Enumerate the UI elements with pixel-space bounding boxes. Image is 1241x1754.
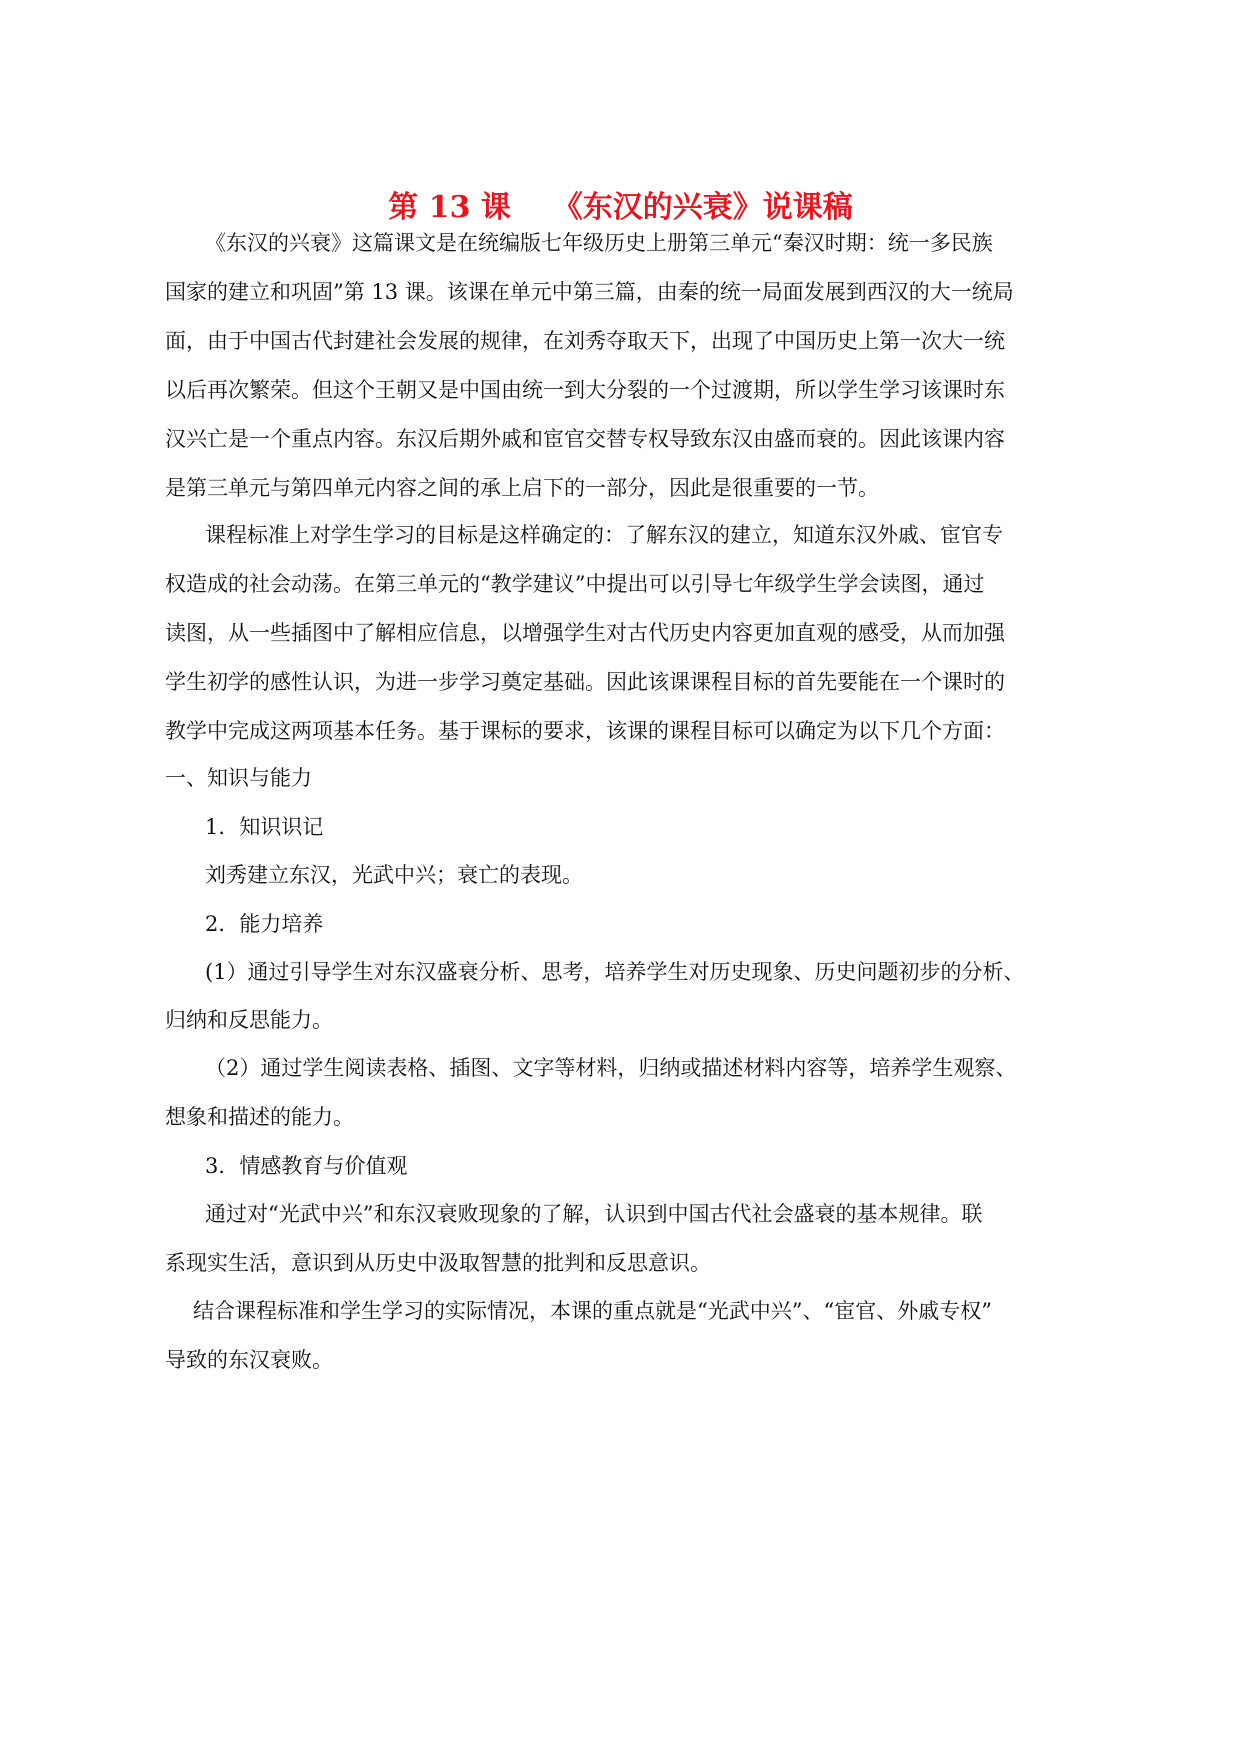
subheading-1-text: 刘秀建立东汉，光武中兴；衰亡的表现。 <box>205 863 583 887</box>
paragraph-4-line-1: 结合课程标准和学生学习的实际情况，本课的重点就是“光武中兴”、“宦官、外戚专权” <box>193 1299 992 1323</box>
paragraph-1-line-5: 汉兴亡是一个重点内容。东汉后期外戚和宦官交替专权导致东汉由盛而衰的。因此该课内容 <box>165 427 1005 451</box>
paragraph-2-line-1: 课程标准上对学生学习的目标是这样确定的：了解东汉的建立，知道东汉外戚、宦官专 <box>205 523 1003 547</box>
paragraph-1-line-1: 《东汉的兴衰》这篇课文是在统编版七年级历史上册第三单元“秦汉时期：统一多民族 <box>205 231 993 255</box>
item-2-line-1: （2）通过学生阅读表格、插图、文字等材料，归纳或描述材料内容等，培养学生观察、 <box>205 1056 1017 1080</box>
subheading-3: 3．情感教育与价值观 <box>205 1154 408 1178</box>
section-heading: 一、知识与能力 <box>165 766 312 790</box>
paragraph-1-line-6: 是第三单元与第四单元内容之间的承上启下的一部分，因此是很重要的一节。 <box>165 476 879 500</box>
paragraph-2-line-3: 读图，从一些插图中了解相应信息，以增强学生对古代历史内容更加直观的感受，从而加强 <box>165 621 1005 645</box>
paragraph-4-line-2: 导致的东汉衰败。 <box>165 1348 333 1372</box>
paragraph-3-line-2: 系现实生活，意识到从历史中汲取智慧的批判和反思意识。 <box>165 1251 711 1275</box>
paragraph-2-line-2: 权造成的社会动荡。在第三单元的“教学建议”中提出可以引导七年级学生学会读图，通过 <box>165 572 985 596</box>
paragraph-2-line-4: 学生初学的感性认识，为进一步学习奠定基础。因此该课课程目标的首先要能在一个课时的 <box>165 670 1005 694</box>
subheading-2: 2．能力培养 <box>205 912 324 936</box>
paragraph-1-line-3: 面，由于中国古代封建社会发展的规律，在刘秀夺取天下，出现了中国历史上第一次大一统 <box>165 329 1005 353</box>
subheading-1: 1．知识识记 <box>205 815 324 839</box>
paragraph-1-line-4: 以后再次繁荣。但这个王朝又是中国由统一到大分裂的一个过渡期，所以学生学习该课时东 <box>165 378 1005 402</box>
item-1-line-1: (1）通过引导学生对东汉盛衰分析、思考，培养学生对历史现象、历史问题初步的分析、 <box>205 960 1025 984</box>
document-title: 第 13 课 《东汉的兴衰》说课稿 <box>388 190 853 225</box>
paragraph-1-line-2: 国家的建立和巩固”第 13 课。该课在单元中第三篇，由秦的统一局面发展到西汉的大一统局 <box>165 280 1014 304</box>
item-1-line-2: 归纳和反思能力。 <box>165 1008 333 1032</box>
paragraph-2-line-5: 教学中完成这两项基本任务。基于课标的要求，该课的课程目标可以确定为以下几个方面： <box>165 719 1005 743</box>
paragraph-3-line-1: 通过对“光武中兴”和东汉衰败现象的了解，认识到中国古代社会盛衰的基本规律。联 <box>205 1202 983 1226</box>
item-2-line-2: 想象和描述的能力。 <box>165 1105 354 1129</box>
